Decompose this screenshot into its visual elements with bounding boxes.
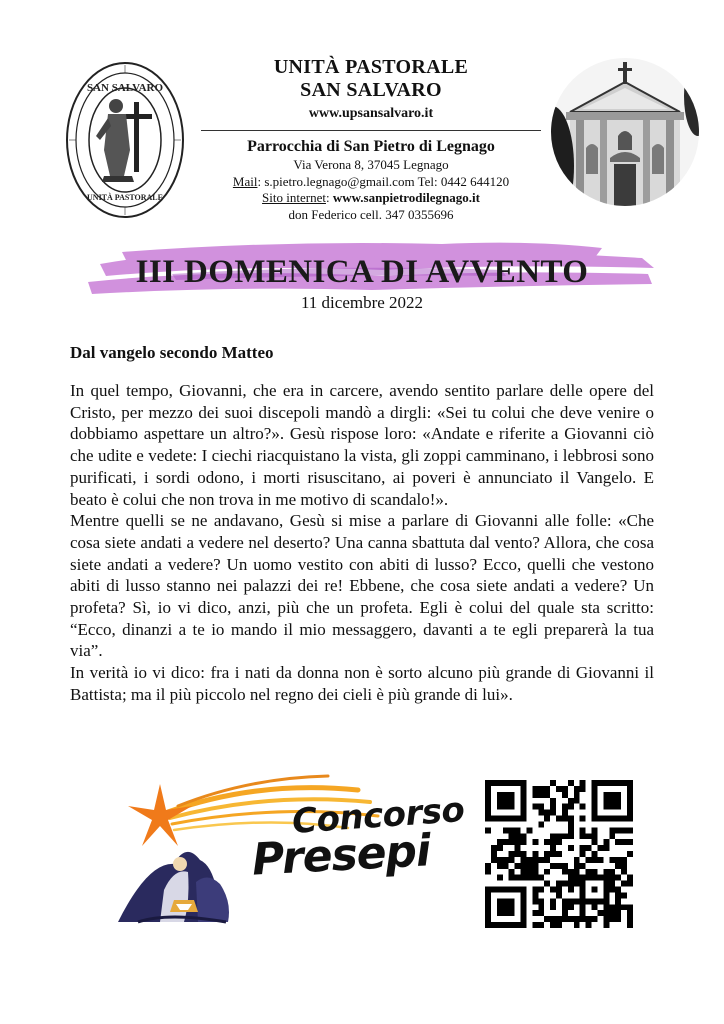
seal-top-text: SAN SALVARO [86, 82, 164, 94]
parish-site [196, 190, 546, 207]
unit-website[interactable]: www.upsansalvaro.it [308, 106, 434, 121]
page-title: III DOMENICA DI AVVENTO [135, 254, 589, 290]
contest-word-concorso: Concorso [290, 790, 466, 842]
parish-name: Parrocchia di San Pietro di Legnago [247, 138, 495, 155]
contest-word-presepi: Presepi [250, 825, 432, 886]
gospel-paragraph-1: In quel tempo, Giovanni, che era in carcere, avendo sentito parlare delle opere del Cristo, per mezzo dei suoi discepoli mandò a dirgli: «Sei tu colui che deve venire o dobbiamo aspettare un altro?». Gesù rispose loro: «Andate e riferite a Giovanni ciò che udite e vedete: I ciechi riacquistano la vista, gli zoppi camminano, i lebbrosi sono purificati, i sordi odono, i morti risuscitano, ai poveri è annunciato il Vangelo. E beato è colui che non trova in me motivo di scandalo!». [70, 381, 654, 509]
seal-bottom-text: UNITÀ PASTORALE [87, 193, 163, 202]
mail-label: Mail [232, 173, 258, 189]
church-photo [548, 56, 702, 208]
gospel-paragraph-3: In verità io vi dico: fra i nati da donna non è sorto alcuno più grande di Giovanni il Battista; ma il più piccolo nel regno dei cieli è più grande di lui». [70, 663, 654, 704]
site-separator: : [325, 190, 333, 205]
unit-title-line1: UNITÀ PASTORALE [273, 56, 469, 78]
parish-header [196, 56, 546, 223]
priest-contact: don Federico cell. 347 0355696 [288, 206, 454, 222]
qr-code[interactable] [484, 780, 634, 928]
gospel-heading: Dal vangelo secondo Matteo [70, 343, 274, 362]
seal-logo [64, 60, 186, 220]
site-link[interactable]: www.sanpietrodilegnago.it [332, 190, 480, 205]
site-label: Sito internet [262, 190, 326, 205]
gospel-paragraph-2: Mentre quelli se ne andavano, Gesù si mise a parlare di Giovanni alle folle: «Che cosa siete andati a vedere nel deserto? Una canna sbattuta dal vento? Allora, che cosa siete andati a vedere? Un uomo vestito con abiti di lusso? Ecco, quelli che vestono abiti di lusso stanno nei palazzi dei re! Ebbene, che cosa siete andati a vedere? Un profeta? Sì, io vi dico, anzi, più che un profeta. Egli è colui del quale sta scritto: “Ecco, dinanzi a te io mando il mio messaggero, davanti a te egli preparerà la tua via”. [70, 511, 654, 661]
mail-value[interactable]: : s.pietro.legnago@gmail.com Tel: 0442 644120 [257, 173, 510, 189]
parish-address: Via Verona 8, 37045 Legnago [293, 157, 449, 172]
parish-contacts [196, 174, 546, 191]
header-divider [201, 130, 541, 131]
gospel-text [70, 380, 654, 706]
page-date: 11 dicembre 2022 [300, 293, 424, 312]
unit-title-line2: SAN SALVARO [300, 79, 442, 101]
